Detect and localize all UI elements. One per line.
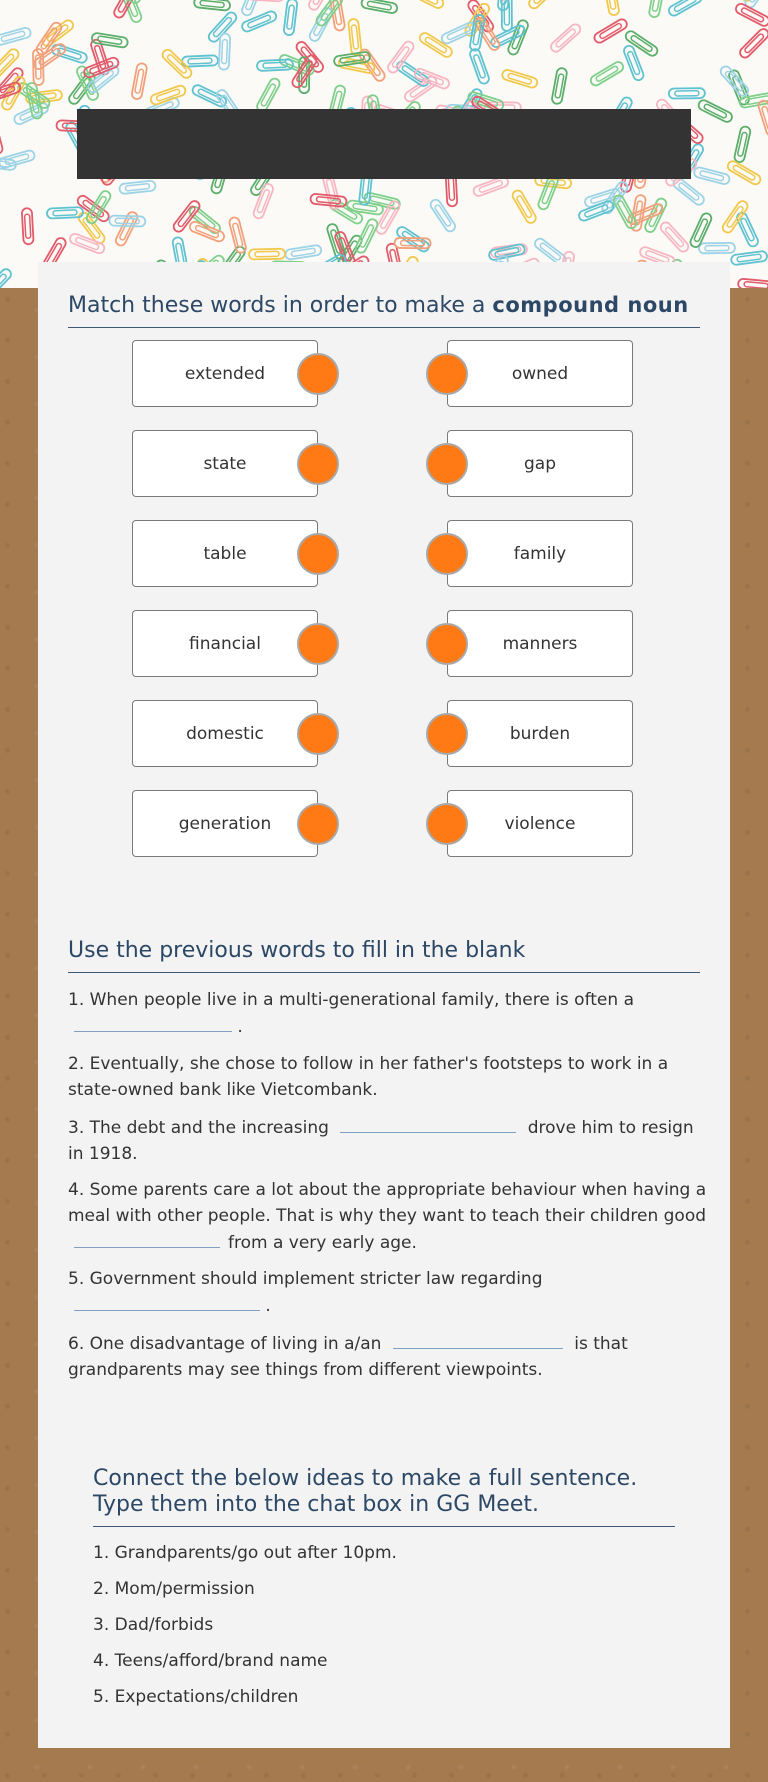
match-right-item[interactable] xyxy=(447,340,633,407)
match-right-label: gap xyxy=(524,453,556,474)
match-left-item[interactable] xyxy=(132,790,318,857)
connect-item: 4. Teens/afford/brand name xyxy=(93,1651,328,1671)
match-left-connector-dot[interactable] xyxy=(297,443,339,485)
item-text: drove him to resign in 1918. xyxy=(68,1118,694,1164)
matching-heading xyxy=(68,292,700,328)
worksheet-paper xyxy=(38,262,730,1748)
item-text: 1. When people live in a multi-generational family, there is often a xyxy=(68,990,634,1010)
item-text: 3. The debt and the increasing xyxy=(68,1118,329,1138)
item-text: 6. One disadvantage of living in a/an xyxy=(68,1334,382,1354)
item-text: . xyxy=(237,1017,243,1037)
match-right-label: manners xyxy=(502,633,578,654)
match-left-connector-dot[interactable] xyxy=(297,533,339,575)
match-left-item[interactable] xyxy=(132,700,318,767)
fill-blank-item-5 xyxy=(68,1266,708,1319)
match-right-label: owned xyxy=(511,363,569,384)
match-left-label: extended xyxy=(184,363,266,384)
match-left-item[interactable] xyxy=(132,520,318,587)
match-right-item[interactable] xyxy=(447,520,633,587)
match-right-connector-dot[interactable] xyxy=(426,713,468,755)
match-left-connector-dot[interactable] xyxy=(297,803,339,845)
item-text: 4. Some parents care a lot about the appropriate behaviour when having a meal with other people. That is why they want to teach their children good xyxy=(68,1180,707,1226)
matching-heading-prefix: Match these words in order to make a xyxy=(68,293,486,318)
match-left-label: generation xyxy=(178,813,272,834)
match-left-label: state xyxy=(203,453,247,474)
item-text: from a very early age. xyxy=(228,1233,417,1253)
fill-blank-item-2: 2. Eventually, she chose to follow in her father's footsteps to work in a state-owned bank like Vietcombank. xyxy=(68,1054,669,1100)
answer-blank[interactable] xyxy=(393,1330,563,1349)
match-right-item[interactable] xyxy=(447,700,633,767)
match-right-connector-dot[interactable] xyxy=(426,803,468,845)
match-right-item[interactable] xyxy=(447,430,633,497)
match-left-label: table xyxy=(203,543,247,564)
answer-blank[interactable] xyxy=(74,1013,232,1032)
fill-blank-heading: Use the previous words to fill in the blank xyxy=(68,938,700,973)
match-right-label: violence xyxy=(504,813,576,834)
match-right-connector-dot[interactable] xyxy=(426,353,468,395)
match-left-label: domestic xyxy=(186,723,264,744)
item-text: is that grandparents may see things from different viewpoints. xyxy=(68,1334,628,1380)
fill-blank-item-3 xyxy=(68,1114,708,1167)
connect-item: 5. Expectations/children xyxy=(93,1687,299,1707)
matching-heading-emphasis: compound noun xyxy=(492,293,689,317)
match-left-item[interactable] xyxy=(132,430,318,497)
item-text: 5. Government should implement stricter law regarding xyxy=(68,1269,543,1289)
fill-blank-item-6 xyxy=(68,1330,708,1383)
match-right-item[interactable] xyxy=(447,610,633,677)
match-right-connector-dot[interactable] xyxy=(426,623,468,665)
connect-item: 3. Dad/forbids xyxy=(93,1615,214,1635)
match-left-item[interactable] xyxy=(132,610,318,677)
match-left-connector-dot[interactable] xyxy=(297,713,339,755)
answer-blank[interactable] xyxy=(74,1229,220,1248)
match-right-label: burden xyxy=(509,723,571,744)
answer-blank[interactable] xyxy=(340,1114,516,1133)
item-text: . xyxy=(265,1296,271,1316)
match-right-label: family xyxy=(513,543,567,564)
worksheet-title-bar xyxy=(77,109,691,179)
connect-item: 1. Grandparents/go out after 10pm. xyxy=(93,1543,397,1563)
match-left-connector-dot[interactable] xyxy=(297,623,339,665)
match-right-connector-dot[interactable] xyxy=(426,533,468,575)
fill-blank-item-4 xyxy=(68,1177,708,1256)
connect-heading: Connect the below ideas to make a full sentence. Type them into the chat box in GG Meet. xyxy=(93,1466,675,1527)
match-right-item[interactable] xyxy=(447,790,633,857)
match-left-connector-dot[interactable] xyxy=(297,353,339,395)
answer-blank[interactable] xyxy=(74,1292,260,1311)
match-left-label: financial xyxy=(189,633,261,654)
connect-item: 2. Mom/permission xyxy=(93,1579,255,1599)
fill-blank-item-1 xyxy=(68,987,708,1040)
match-right-connector-dot[interactable] xyxy=(426,443,468,485)
match-left-item[interactable] xyxy=(132,340,318,407)
